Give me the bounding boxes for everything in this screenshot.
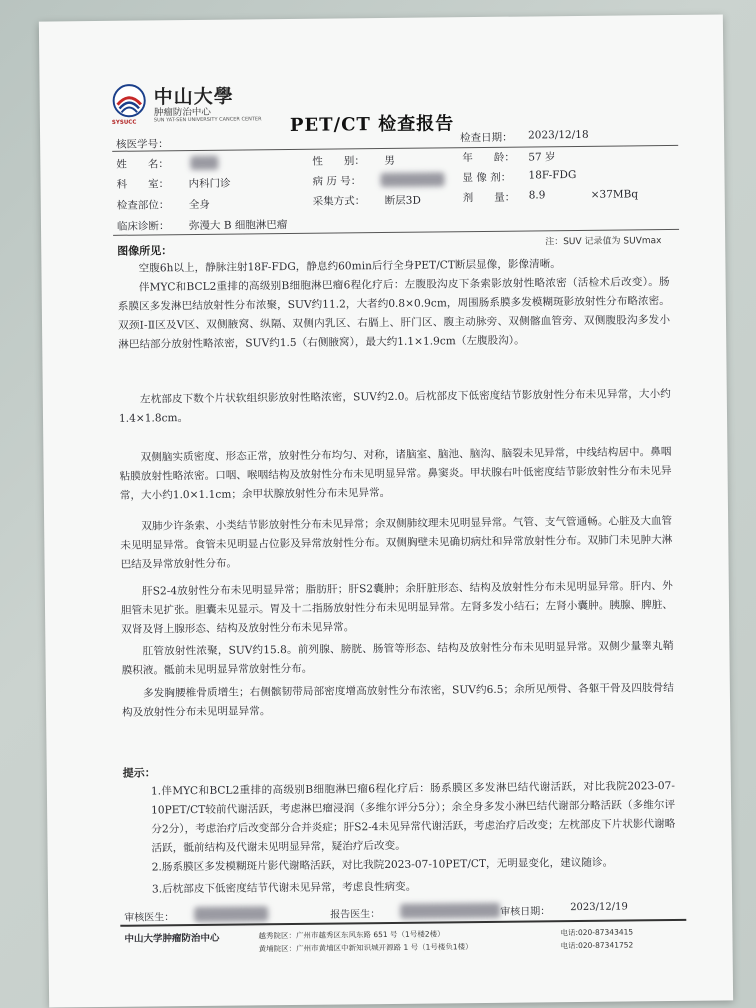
impression-item-2: 2.肠系膜区多发模糊斑片影代谢略活跃，对比我院2023-07-10PET/CT，无明显变化，建议随诊。 xyxy=(151,856,614,874)
method-value: 断层3D xyxy=(384,194,421,207)
findings-title: 图像所见： xyxy=(117,244,173,258)
findings-paragraph-7: 肛管放射性浓聚，SUV约15.8。前列腺、膀胱、肠管等形态、结构及放射性分布未见明显异常。双侧少量睾丸鞘膜积液。骶前未见明显异常放射性分布。 xyxy=(121,639,674,677)
reporter-label: 报告医生： xyxy=(330,909,381,921)
age-label: 年 龄： xyxy=(462,151,515,165)
findings-paragraph-3: 左枕部皮下数个片状软组织影放射性略浓密，SUV约2.0。后枕部皮下低密度结节影放射性分布未见异常，大小约1.4×1.8cm。 xyxy=(118,388,671,425)
dose-label: 剂 量： xyxy=(462,191,516,205)
reviewer-label: 审核医生： xyxy=(124,912,175,924)
dose-value: 8.9 xyxy=(528,189,546,202)
campus-address-1: 越秀院区：广州市越秀区东风东路 651 号（1号楼2楼） xyxy=(258,929,445,941)
record-label: 病 历 号： xyxy=(312,175,362,188)
logo-text: SYSUCC xyxy=(111,119,137,126)
name-label: 姓 名： xyxy=(116,158,169,171)
impression-item-3: 3.后枕部皮下低密度结节代谢未见异常，考虑良性病变。 xyxy=(151,880,417,896)
hospital-name: 中山大學 xyxy=(153,85,234,109)
sex-value: 男 xyxy=(384,154,395,167)
dept-value: 内科门诊 xyxy=(188,177,231,191)
site-label: 检查部位： xyxy=(116,199,170,212)
method-label: 采集方式： xyxy=(312,195,366,208)
sex-label: 性 别： xyxy=(312,155,365,168)
diagnosis-value: 弥漫大 B 细胞淋巴瘤 xyxy=(188,219,288,233)
redacted-record-no xyxy=(380,172,444,187)
redacted-reporter xyxy=(400,903,500,919)
report-title: PET/CT 检查报告 xyxy=(289,113,455,136)
suv-note: 注：SUV 记录值为 SUVmax xyxy=(545,236,662,248)
exam-date-label: 检查日期： xyxy=(460,131,513,145)
campus-address-2: 黄埔院区：广州市黄埔区中新知识城开源路 1 号（1号楼负1楼） xyxy=(258,942,473,954)
impression-title: 提示： xyxy=(122,766,156,780)
dept-label: 科 室： xyxy=(116,178,170,191)
campus-phone-1: 电话:020-87343415 xyxy=(560,927,634,938)
findings-paragraph-8: 多发胸腰椎骨质增生；右侧髌韧带局部密度增高放射性分布浓密，SUV约6.5；余所见颅骨、各躯干骨及四肢骨结构及放射性分布未见明显异常。 xyxy=(122,681,674,719)
exam-date-value: 2023/12/18 xyxy=(528,128,589,142)
redacted-name xyxy=(190,156,218,170)
impression-item-1: 1.伴MYC和BCL2重排的高级别B细胞淋巴瘤6程化疗后：肠系膜区多发淋巴结代谢活跃，对比我院2023-07-10PET/CT较前代谢活跃，考虑淋巴瘤浸润（多维尔评分5分）；余全身多发小淋巴结代谢部分略活跃（多维尔评分2分），考虑治疗后改变部分合并炎症；肝S2-4未见异常代谢活跃，考虑治疗后改变；左枕部皮下片状影代谢略活跃，骶前结构及代谢未见明显异常，疑治疗后改变。 xyxy=(150,779,676,855)
report-paper xyxy=(39,14,733,1007)
findings-paragraph-5: 双肺少许条索、小类结节影放射性分布未见异常；余双侧肺纹理未见明显异常。气管、支气管通畅。心脏及大血管未见明显异常。食管未见明显占位影及异常放射性分布。双侧胸壁未见确切病灶和异常放射性分布。双肺门未见肿大淋巴结及异常放射性分布。 xyxy=(120,515,673,571)
findings-paragraph-2: 伴MYC和BCL2重排的高级别B细胞淋巴瘤6程化疗后：左腹股沟皮下条索影放射性略浓密（活检术后改变）。肠系膜区多发淋巴结放射性分布浓聚，SUV约11.2，大者约0.8×0.9cm，周围肠系膜多发模糊斑影放射性分布略浓密。双颈Ⅰ-Ⅱ区及Ⅴ区、双侧腋窝、纵隔、双侧内乳区、右膈上、肝门区、腹主动脉旁、双侧髂血管旁、双侧腹股沟多发小淋巴结部分放射性略浓密，SUV约1.5（右侧腋窝），最大约1.1×1.9cm（左腹股沟）。 xyxy=(117,276,671,351)
header-divider-1 xyxy=(112,145,678,152)
findings-paragraph-1: 空腹6h以上，静脉注射18F-FDG，静息约60min后行全身PET/CT断层显像，影像清晰。 xyxy=(138,258,561,275)
institution-name: 中山大学肿瘤防治中心 xyxy=(124,932,220,945)
agent-label: 显 像 剂： xyxy=(462,171,512,185)
hospital-english-name: SUN YAT-SEN UNIVERSITY CANCER CENTER xyxy=(153,116,262,124)
dose-unit: ×37MBq xyxy=(590,188,639,201)
campus-phone-2: 电话:020-87341752 xyxy=(560,940,634,951)
age-value: 57 岁 xyxy=(528,151,556,164)
findings-paragraph-6: 肝S2-4放射性分布未见明显异常；脂肪肝；肝S2囊肿；余肝脏形态、结构及放射性分布未见明显异常。肝内、外胆管未见扩张。胆囊未见显示。胃及十二指肠放射性分布未见明显异常。左肾多发小结石；左肾小囊肿。胰腺、脾脏、双肾及肾上腺形态、结构及放射性分布未见异常。 xyxy=(120,580,674,636)
nuclear-no-label: 核医学号： xyxy=(116,138,169,151)
hospital-logo-icon xyxy=(112,82,147,118)
hospital-subname: 肿瘤防治中心 xyxy=(153,106,211,119)
review-date-value: 2023/12/19 xyxy=(570,901,628,914)
findings-paragraph-4: 双侧脑实质密度、形态正常，放射性分布均匀、对称，诸脑室、脑池、脑沟、脑裂未见异常，中线结构居中。鼻咽粘膜放射性略浓密。口咽、喉咽结构及放射性分布未见明显异常。鼻窦炎。甲状腺右叶低密度结节影放射性分布未见异常，大小约1.0×1.1cm；余甲状腺放射性分布未见异常。 xyxy=(119,446,672,502)
review-date-label: 审核日期： xyxy=(500,906,551,918)
diagnosis-label: 临床诊断： xyxy=(116,220,170,233)
agent-value: 18F-FDG xyxy=(528,168,577,182)
redacted-reviewer xyxy=(194,906,268,922)
site-value: 全身 xyxy=(188,198,210,212)
